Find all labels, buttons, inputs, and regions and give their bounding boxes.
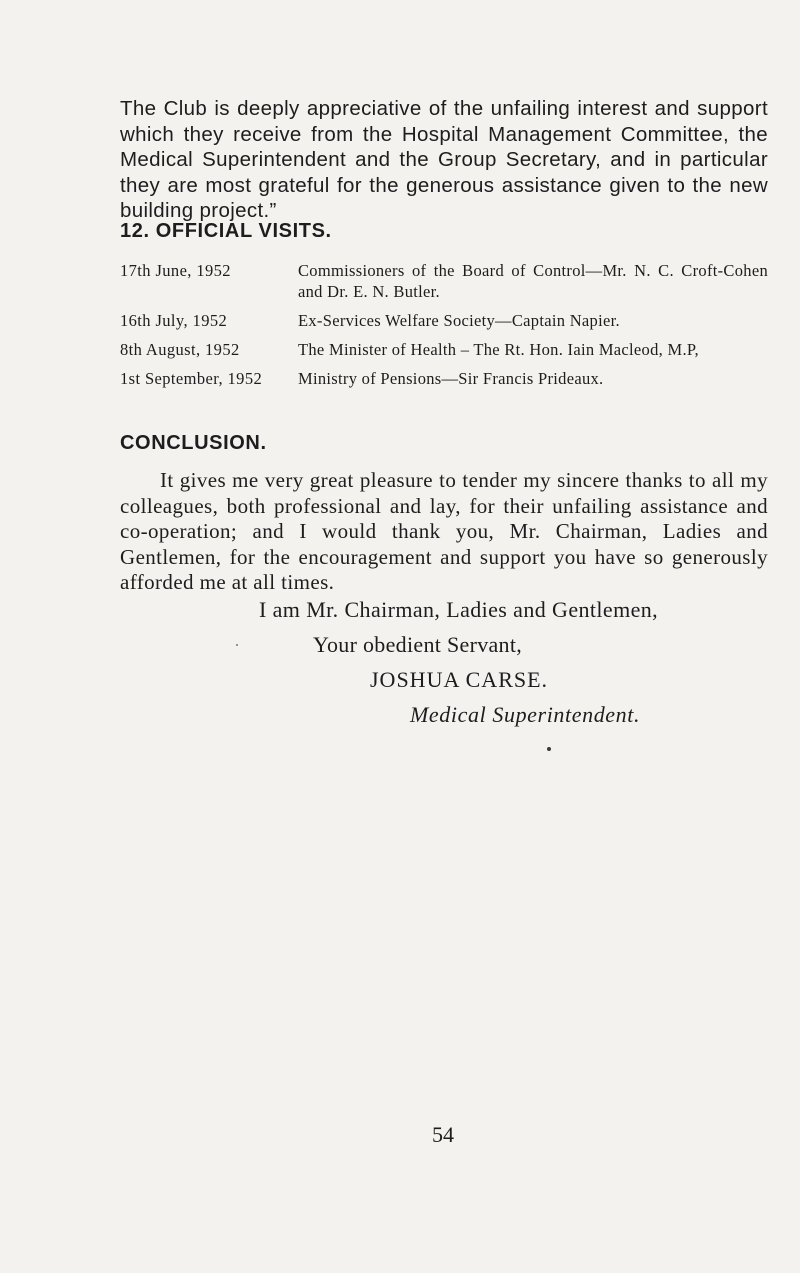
intro-paragraph: The Club is deeply appreciative of the unfailing interest and support which they receive from the Hospital Management Committee, the Medical Superintendent and the Group Secretary, and in particular they are most grateful for the generous assistance given to the new building project.” bbox=[120, 97, 768, 222]
ink-speck bbox=[236, 644, 238, 646]
visit-row bbox=[120, 339, 768, 360]
closing-salutation: I am Mr. Chairman, Ladies and Gentlemen, bbox=[259, 597, 659, 622]
visit-description: The Minister of Health – The Rt. Hon. Iain Macleod, M.P, bbox=[298, 340, 699, 359]
visit-row bbox=[120, 260, 768, 302]
signature-name: JOSHUA CARSE. bbox=[370, 667, 549, 692]
ink-speck bbox=[547, 747, 551, 751]
visit-row bbox=[120, 310, 768, 331]
visit-description: Ministry of Pensions—Sir Francis Prideaux. bbox=[298, 369, 604, 388]
official-visits-heading: 12. OFFICIAL VISITS. bbox=[120, 220, 332, 242]
page-number: 54 bbox=[432, 1122, 454, 1147]
visit-date: 17th June, 1952 bbox=[120, 261, 231, 280]
visit-date: 8th August, 1952 bbox=[120, 340, 240, 359]
visit-date: 1st September, 1952 bbox=[120, 369, 263, 388]
visit-row bbox=[120, 368, 768, 389]
signature-title: Medical Superintendent. bbox=[410, 702, 641, 727]
visits-list bbox=[120, 260, 768, 397]
conclusion-paragraph: It gives me very great pleasure to tender my sincere thanks to all my colleagues, both professional and lay, for their unfailing assistance and co-operation; and I would thank you, Mr. Chairman, Ladies and Gentlemen, for the encouragement and support you have so generously afforded me at all times. bbox=[120, 468, 768, 594]
visit-description: Ex-Services Welfare Society—Captain Napier. bbox=[298, 311, 620, 330]
closing-servant-line: Your obedient Servant, bbox=[313, 632, 523, 657]
conclusion-heading: CONCLUSION. bbox=[120, 432, 267, 454]
visit-date: 16th July, 1952 bbox=[120, 311, 228, 330]
visit-description: Commissioners of the Board of Control—Mr. N. C. Croft-Cohen and Dr. E. N. Butler. bbox=[298, 261, 768, 301]
